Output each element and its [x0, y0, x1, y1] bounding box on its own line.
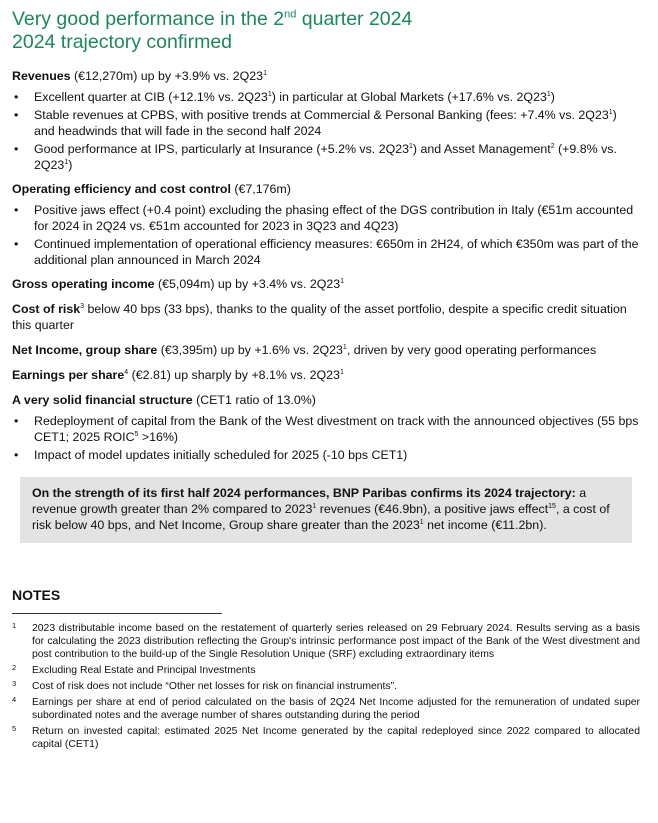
page-title	[12, 8, 640, 54]
footnote: 3 Cost of risk does not include “Other net losses for risk on financial instruments”.	[12, 679, 397, 692]
list-item: • Impact of model updates initially scheduled for 2025 (-10 bps CET1)	[12, 447, 640, 463]
notes-divider	[12, 613, 222, 614]
list-item: • Stable revenues at CPBS, with positive trends at Commercial & Personal Banking (fees: +7.4% vs. $2Q23^1$) and headwinds that will fade in the second half 2024	[12, 107, 640, 139]
net-income-line: Net Income, group share (€3,395m) up by +1.6% vs. $2Q23^1$, driven by very good operating performances	[12, 343, 597, 357]
list-item: • Continued implementation of operational efficiency measures: €650m in 2H24, of which €350m was part of the additional plan announced in March 2024	[12, 236, 640, 268]
footnote: 1 2023 distributable income based on the restatement of quarterly series released on 29 February 2024. Results serving as a basis for calculating the 2023 distribution reflecting the Group's intrinsic performance post impact of the Bank of the West divestment and post contribution to the build-up of the Single Resolution Unique (SRF) excluding extraordinary items	[12, 621, 640, 660]
list-item: • Excellent quarter at CIB (+12.1% vs. $2Q23^1$) in particular at Global Markets (+17.6% vs. $2Q23^1$)	[12, 89, 640, 105]
footnote: 2 Excluding Real Estate and Principal Investments	[12, 663, 256, 676]
financial-structure-bullets	[12, 413, 640, 463]
trajectory-callout-box: On the strength of its first half 2024 performances, BNP Paribas confirms its 2024 trajectory: a revenue growth greater than 2% compared to 2023$^1$ revenues (€46.9bn), a positive jaws effect$^{15}$, a cost of risk below 40 bps, and Net Income, Group share greater than the 2023$^1$ net income (€11.2bn).	[20, 477, 632, 543]
goi-line: Gross operating income (€5,094m) up by +3.4% vs. $2Q23^1$	[12, 277, 345, 291]
footnote: 5 Return on invested capital: estimated 2025 Net Income generated by the capital redeployed since 2022 compared to allocated capital (CET1)	[12, 724, 640, 750]
opex-bullets	[12, 202, 640, 268]
financial-structure-heading: A very solid financial structure (CET1 ratio of 13.0%)	[12, 393, 316, 407]
footnote: 4 Earnings per share at end of period calculated on the basis of 2Q24 Net Income adjusted for the remuneration of undated super subordinated notes and the average number of shares outstanding during the period	[12, 695, 640, 721]
title-line-1: Very good performance in the 2nd quarter 2024	[12, 8, 413, 30]
list-item: • Positive jaws effect (+0.4 point) excluding the phasing effect of the DGS contribution in Italy (€51m accounted for 2024 in 2Q24 vs. €51m accounted for 2023 in 3Q23 and 4Q23)	[12, 202, 640, 234]
opex-heading: Operating efficiency and cost control (€7,176m)	[12, 182, 291, 196]
footnotes	[12, 622, 640, 751]
notes-heading: NOTES	[12, 587, 61, 603]
revenues-heading: Revenues (€12,270m) up by +3.9% vs. $2Q23^1$	[12, 69, 267, 83]
title-line-2: 2024 trajectory confirmed	[12, 31, 233, 53]
cost-of-risk-line: Cost of risk$^3$ below 40 bps (33 bps), thanks to the quality of the asset portfolio, despite a specific credit situation this quarter	[12, 302, 627, 332]
revenues-bullets	[12, 89, 640, 173]
list-item: • Redeployment of capital from the Bank of the West divestment on track with the announced objectives (55 bps CET1; 2025 $ROIC^5 >16\%$)	[12, 413, 640, 445]
eps-line: Earnings per share$^4$ (€2.81) up sharply by +8.1% vs. $2Q23^1$	[12, 368, 344, 382]
list-item: • Good performance at IPS, particularly at Insurance (+5.2% vs. $2Q23^1$) and Asset Management$^2$ (+9.8% vs. $2Q23^1$)	[12, 141, 640, 173]
